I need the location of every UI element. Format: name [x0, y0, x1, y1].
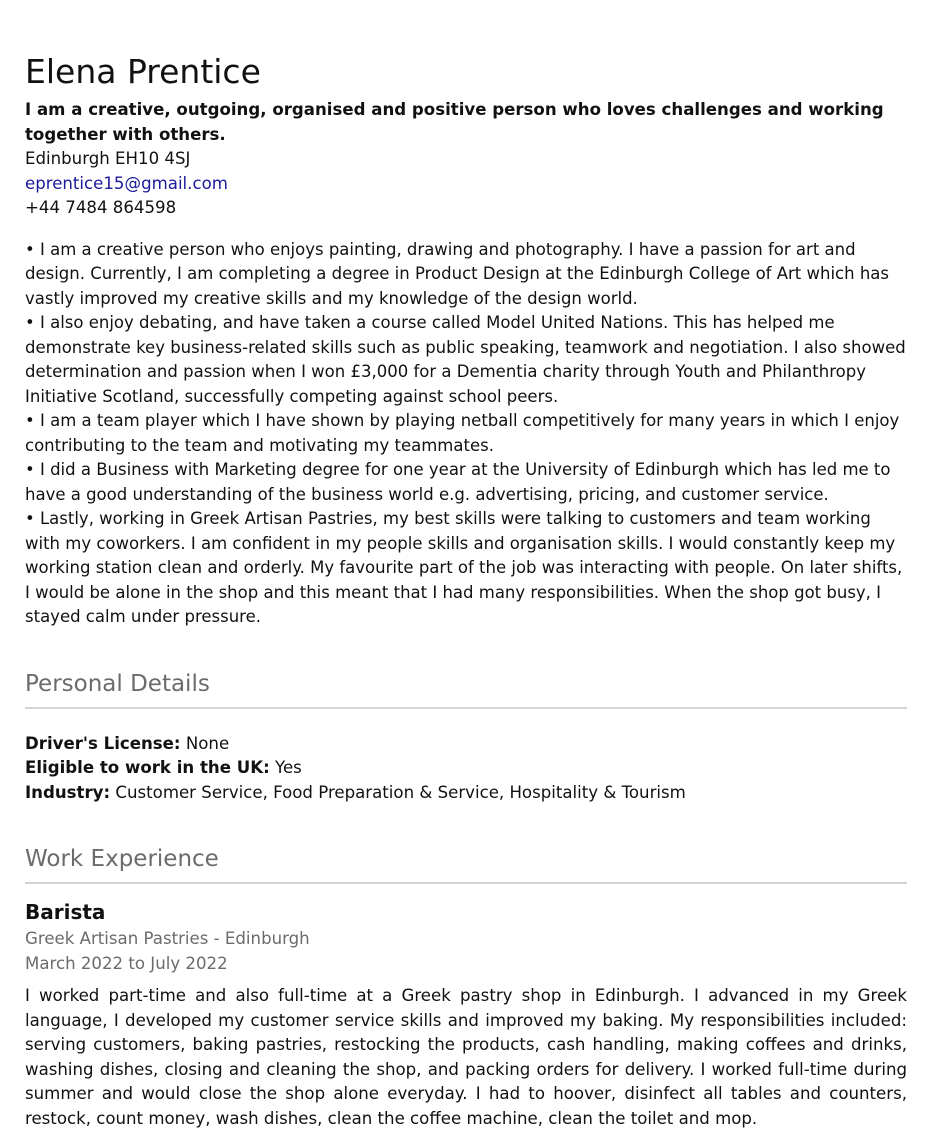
email-link[interactable]: eprentice15@gmail.com — [25, 173, 228, 193]
detail-value: None — [185, 733, 230, 753]
detail-row — [25, 781, 907, 806]
detail-row — [25, 756, 907, 781]
detail-value: Customer Service, Food Preparation & Service, Hospitality & Tourism — [115, 782, 686, 802]
detail-row — [25, 732, 907, 757]
personal-details — [25, 732, 907, 806]
section-title-work-experience: Work Experience — [25, 843, 907, 884]
tagline: I am a creative, outgoing, organised and positive person who loves challenges and working together with others. — [25, 100, 884, 144]
section-title-personal-details: Personal Details — [25, 668, 907, 709]
candidate-name: Elena Prentice — [25, 52, 261, 91]
summary-item: • I am a team player which I have shown by playing netball competitively for many years in which I enjoy contributing to the team and motivating my teammates. — [25, 411, 900, 455]
job-description: I worked part-time and also full-time at a Greek pastry shop in Edinburgh. I advanced in my Greek language, I developed my customer service skills and improved my baking. My responsibilities included: serving customers, baking pastries, restocking the products, cash handling, making coffees and drinks, washing dishes, closing and cleaning the shop, and packing orders for delivery. I worked full-time during summer and would close the shop alone everyday. I had to hoover, disinfect all tables and counters, restock, count money, wash dishes, clean the coffee machine, clean the toilet and mop. — [25, 986, 907, 1128]
job-title: Barista — [25, 900, 106, 924]
detail-label: Eligible to work in the UK: — [25, 758, 270, 777]
job-entry — [25, 898, 907, 1131]
detail-label: Driver's License: — [25, 733, 181, 753]
detail-value: Yes — [275, 758, 302, 777]
summary-item: • I am a creative person who enjoys painting, drawing and photography. I have a passion for art and design. Currently, I am completing a degree in Product Design at the Edinburgh College of Art which has vastly improved my creative skills and my knowledge of the design world. — [25, 239, 889, 308]
contact-block — [25, 147, 907, 221]
location: Edinburgh EH10 4SJ — [25, 149, 191, 168]
job-dates: March 2022 to July 2022 — [25, 954, 228, 973]
job-company: Greek Artisan Pastries - Edinburgh — [25, 929, 310, 948]
summary — [25, 238, 907, 630]
detail-label: Industry: — [25, 782, 111, 802]
phone: +44 7484 864598 — [25, 198, 177, 217]
summary-item: • I did a Business with Marketing degree for one year at the University of Edinburgh which has led me to have a good understanding of the business world e.g. advertising, pricing, and customer service. — [25, 460, 891, 504]
summary-item: • Lastly, working in Greek Artisan Pastries, my best skills were talking to customers and team working with my coworkers. I am confident in my people skills and organisation skills. I would constantly keep my working station clean and orderly. My favourite part of the job was interacting with people. On later shifts, I would be alone in the shop and this meant that I had many responsibilities. When the shop got busy, I stayed calm under pressure. — [25, 509, 903, 626]
summary-item: • I also enjoy debating, and have taken a course called Model United Nations. This has helped me demonstrate key business-related skills such as public speaking, teamwork and negotiation. I also showed determination and passion when I won £3,000 for a Dementia charity through Youth and Philanthropy Initiative Scotland, successfully competing against school peers. — [25, 313, 906, 406]
